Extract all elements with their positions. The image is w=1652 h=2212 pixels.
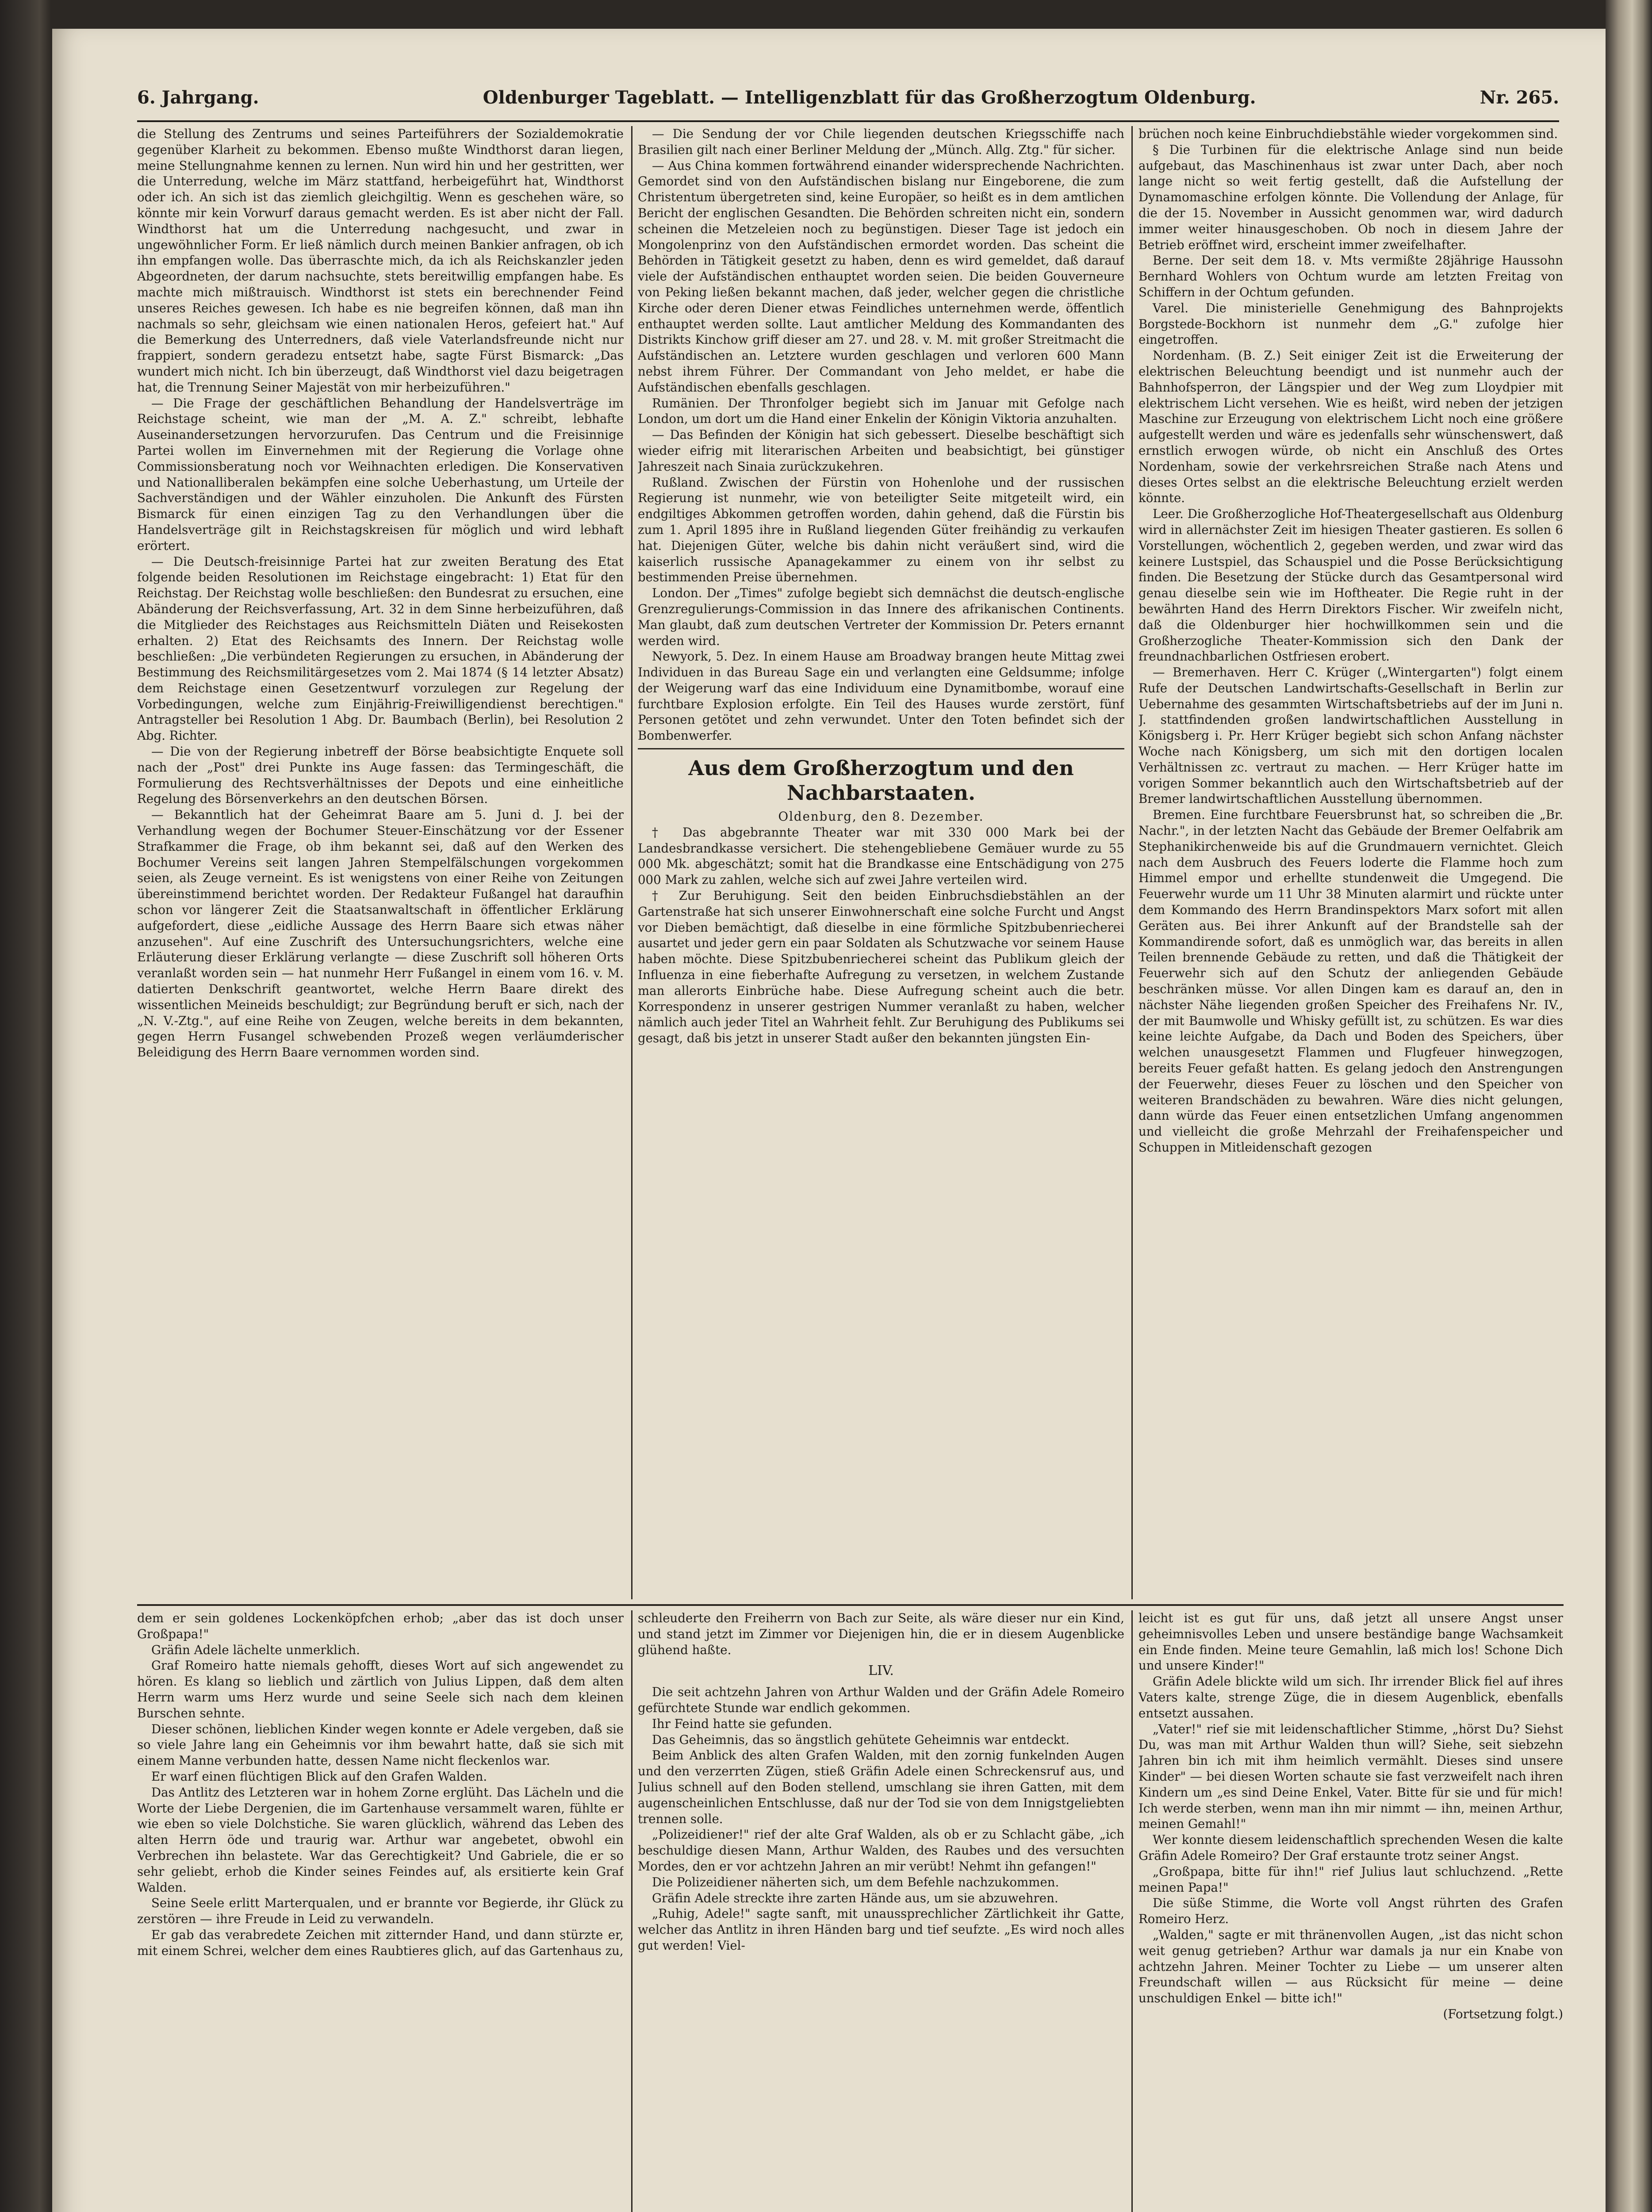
- header-issue-number: Nr. 265.: [1480, 87, 1559, 108]
- novel-paragraph: Wer konnte diesem leidenschaftlich sprechenden Wesen die kalte Gräfin Adele Romeiro? Der Graf erstaunte trotz seiner Angst.: [1138, 1832, 1563, 1863]
- novel-paragraph: Das Geheimnis, das so ängstlich gehütete Geheimnis war entdeckt.: [652, 1732, 1070, 1747]
- novel-paragraph: Die Polizeidiener näherten sich, um dem Befehle nachzukommen.: [652, 1874, 1059, 1889]
- novel-paragraph: Die seit achtzehn Jahren von Arthur Walden und der Gräfin Adele Romeiro gefürchtete Stunde war endlich gekommen.: [638, 1685, 1124, 1715]
- novel-paragraph: „Vater!" rief sie mit leidenschaftlicher Stimme, „hörst Du? Siehst Du, was man mit Arthur Walden thun will? Siehe, seit siebzehn Jahren bin ich mit ihm heimlich vermählt. Dieses sind unsere Kinder" — bei diesen Worten schaute sie fast verzweifelt nach ihren Kindern um „es sind Deine Enkel, Vater. Bitte für sie und für mich! Ich werde sterben, wenn man ihn mir nimmt — ihn, meinen Arthur, meinen Gemahl!": [1138, 1721, 1563, 1832]
- article-paragraph: — Die Deutsch-freisinnige Partei hat zur zweiten Beratung des Etat folgende beiden Resolutionen im Reichstage eingebracht: 1) Etat für den Reichstag. Der Reichstag wolle beschließen: den Bundesrat zu ersuchen, eine Abänderung der Reichsverfassung, Art. 32 in dem Sinne herbeizuführen, daß die Mitglieder des Reichstages aus Reichsmitteln Diäten und Reisekosten erhalten. 2) Etat des Reichsamts des Innern. Der Reichstag wolle beschließen: „Die verbündeten Regierungen zu ersuchen, in Abänderung der Bestimmung des Reichsmilitärgesetzes vom 2. Mai 1874 (§ 14 letzter Absatz) dem Reichstage einen Gesetzentwurf vorzulegen zur Regelung der Vorbedingungen, welche zum Einjährig-Freiwilligendienst berechtigen." Antragsteller bei Resolution 1 Abg. Dr. Baumbach (Berlin), bei Resolution 2 Abg. Richter.: [137, 554, 624, 743]
- article-paragraph: † Zur Beruhigung. Seit den beiden Einbruchsdiebstählen an der Gartenstraße hat sich unserer Einwohnerschaft eine solche Furcht und Angst vor Dieben bemächtigt, daß dieselbe in eine förmliche Spitzbubenriecherei ausartet und jeder gern ein paar Soldaten als Schutzwache vor seinem Hause haben möchte. Diese Spitzbubenriecherei scheint das Publikum gleich der Influenza in eine fieberhafte Aufregung zu versetzen, in welchem Zustande man allerorts Einbrüche habe. Diese Aufregung scheint auch die betr. Korrespondenz in unserer gestrigen Nummer veranlaßt zu haben, welcher nämlich auch jeder Titel an Wahrheit fehlt. Zur Beruhigung des Publikums sei gesagt, daß bis jetzt in unserer Stadt außer den bekannten jüngsten Ein-: [638, 888, 1124, 1046]
- article-paragraph: Rumänien. Der Thronfolger begiebt sich im Januar mit Gefolge nach London, um dort um die Hand einer Enkelin der Königin Viktoria anzuhalten.: [638, 396, 1124, 426]
- article-paragraph: — Aus China kommen fortwährend einander widersprechende Nachrichten. Gemordet sind von den Aufständischen bislang nur Eingeborene, die zum Christentum übergetreten sind, keine Europäer, so heißt es in dem amtlichen Bericht der englischen Gesandten. Die Behörden schreiten nicht ein, sondern scheinen die Metzeleien noch zu begünstigen. Dieser Tage ist jedoch ein Mongolenprinz von den Aufständischen ermordet worden. Das scheint die Behörden in Tätigkeit gesetzt zu haben, denn es wird gemeldet, daß darauf viele der Aufständischen enthauptet worden seien. Die beiden Gouverneure von Peking ließen bekannt machen, daß jeder, welcher gegen die christliche Kirche oder deren Diener etwas Feindliches unternehmen werde, öffentlich enthauptet werden sollte. Laut amtlicher Meldung des Kommandanten des Distrikts Kinchow griff dieser am 27. und 28. v. M. mit großer Streitmacht die Aufständischen an. Letztere wurden geschlagen und verloren 600 Mann nebst ihrem Führer. Der Commandant von Jeho meldet, er habe die Aufständischen ebenfalls geschlagen.: [638, 158, 1124, 395]
- column-rule: [1131, 126, 1133, 1599]
- article-paragraph: — Die Frage der geschäftlichen Behandlung der Handelsverträge im Reichstage scheint, wie man der „M. A. Z." schreibt, lebhafte Auseinandersetzungen hervorzurufen. Das Centrum und die Freisinnige Partei wollen im Einvernehmen mit der Regierung die Vorlage ohne Commissionsberatung noch vor Weihnachten erledigen. Die Konservativen und Nationalliberalen bekämpfen eine solche Ueberhastung, um Urteile der Sachverständigen und der Wähler einzuholen. Die Ankunft des Fürsten Bismarck für einen einzigen Tag zu den Verhandlungen über die Handelsverträge gilt in Reichstagskreisen für möglich und wird lebhaft erörtert.: [137, 396, 624, 553]
- novel-column-3: [1138, 1610, 1563, 2212]
- novel-paragraph: Beim Anblick des alten Grafen Walden, mit den zornig funkelnden Augen und den verzerrten Zügen, stieß Gräfin Adele einen Schreckensruf aus, und Julius schnell auf den Boden stellend, umschlang sie ihren Gatten, mit dem augenscheinlichen Entschlusse, daß nur der Tod sie von dem Innigstgeliebten trennen solle.: [638, 1748, 1124, 1826]
- article-paragraph: Newyork, 5. Dez. In einem Hause am Broadway brangen heute Mittag zwei Individuen in das Bureau Sage ein und verlangten eine Geldsumme; infolge der Weigerung warf das eine Individuum eine Dynamitbombe, worauf eine furchtbare Explosion erfolgte. Ein Teil des Hauses wurde zerstört, fünf Personen getötet und zehn verwundet. Unter den Toten befindet sich der Bombenwerfer.: [638, 649, 1124, 743]
- novel-paragraph: Das Antlitz des Letzteren war in hohem Zorne erglüht. Das Lächeln und die Worte der Liebe Dergenien, die im Gartenhause versammelt waren, fühlte er wie eben so viele Dolchstiche. Sie waren glücklich, während das Leben des alten Herrn öde und traurig war. Arthur war angebetet, obwohl ein Verbrechen ihn belastete. War das Gerechtigkeit? Und Gabriele, die er so sehr geliebt, erhob die Kinder seines Feindes auf, als ersitierte kein Graf Walden.: [137, 1785, 624, 1895]
- chapter-number: LIV.: [868, 1663, 894, 1679]
- novel-paragraph: Gräfin Adele lächelte unmerklich.: [151, 1642, 360, 1657]
- article-paragraph: — Die Sendung der vor Chile liegenden deutschen Kriegsschiffe nach Brasilien gilt nach einer Berliner Meldung der „Münch. Allg. Ztg." für sicher.: [638, 127, 1124, 157]
- column-rule: [631, 126, 632, 1599]
- article-paragraph: Nordenham. (B. Z.) Seit einiger Zeit ist die Erweiterung der elektrischen Beleuchtung beendigt und ist nunmehr auch der Bahnhofsperron, der Längspier und der Weg zum Lloydpier mit elektrischem Licht versehen. Wie es heißt, wird neben der jetzigen Maschine zur Erzeugung von elektrischem Licht noch eine größere aufgestellt werden und wäre es jedenfalls sehr wünschenswert, daß ernstlich erwogen würde, ob nicht ein Anschluß des Ortes Nordenham, sowie der verkehrsreichen Straße nach Atens und dieses Ortes selbst an die elektrische Beleuchtung erzielt werden könnte.: [1138, 348, 1563, 506]
- article-paragraph: Varel. Die ministerielle Genehmigung des Bahnprojekts Borgstede-Bockhorn ist nunmehr dem „G." zufolge hier eingetroffen.: [1138, 300, 1563, 347]
- news-column-1: [137, 126, 624, 1599]
- news-column-2-local: [638, 825, 1124, 1046]
- article-paragraph: brüchen noch keine Einbruchdiebstähle wieder vorgekommen sind.: [1138, 127, 1558, 141]
- article-paragraph: § Die Turbinen für die elektrische Anlage sind nun beide aufgebaut, das Maschinenhaus ist zwar unter Dach, aber noch lange nicht so weit fertig gestellt, daß die Aufstellung der Dynamomaschine erfolgen könnte. Die Vollendung der Anlage, für die der 15. November in Aussicht genommen war, wird dadurch immer weiter hinausgeschoben. Ob noch in diesem Jahre der Betrieb eröffnet wird, erscheint immer zweifelhafter.: [1138, 142, 1563, 252]
- novel-paragraph: „Großpapa, bitte für ihn!" rief Julius laut schluchzend. „Rette meinen Papa!": [1138, 1864, 1563, 1895]
- section-separator: [638, 748, 1124, 749]
- novel-paragraph: Gräfin Adele blickte wild um sich. Ihr irrender Blick fiel auf ihres Vaters kalte, strenge Züge, die in diesem Augenblick, ebenfalls entsetzt aussahen.: [1138, 1674, 1563, 1720]
- article-paragraph: Bremen. Eine furchtbare Feuersbrunst hat, so schreiben die „Br. Nachr.", in der letzten Nacht das Gebäude der Bremer Oelfabrik am Stephanikirchenweide bis auf die Grundmauern vernichtet. Gleich nach dem Ausbruch des Feuers loderte die Flamme hoch zum Himmel empor und erhellte stundenweit die Umgegend. Die Feuerwehr wurde um 11 Uhr 38 Minuten alarmirt und rückte unter dem Kommando des Herrn Brandinspektors Marx sofort mit allen Geräten aus. Bei ihrer Ankunft auf der Brandstelle sah der Kommandirende sofort, daß es unmöglich war, das bereits in allen Teilen brennende Gebäude zu retten, und daß die Thätigkeit der Feuerwehr sich auf den Schutz der anliegenden Gebäude beschränken müsse. Vor allen Dingen kam es darauf an, den in nächster Nähe liegenden großen Speicher des Freihafens Nr. IV., der mit Baumwolle und Whisky gefüllt ist, zu schützen. Es war dies keine leichte Aufgabe, da Dach und Boden des Speichers, über welchen unausgesetzt Flammen und Flugfeuer hinwegzogen, bereits Feuer gefaßt hatten. Es gelang jedoch den Anstrengungen der Feuerwehr, dieses Feuer zu löschen und den Speicher von weiteren Brandschäden zu bewahren. Wäre dies nicht gelungen, dann würde das Feuer einen entsetzlichen Umfang angenommen und vielleicht die große Mehrzahl der Freihafenspeicher und Schuppen in Mitleidenschaft gezogen: [1138, 807, 1563, 1155]
- novel-paragraph: dem er sein goldenes Lockenköpfchen erhob; „aber das ist doch unser Großpapa!": [137, 1611, 624, 1641]
- column-rule: [631, 1610, 632, 2212]
- article-paragraph: † Das abgebrannte Theater war mit 330 000 Mark bei der Landesbrandkasse versichert. Die stehengebliebene Gemäuer wurde zu 55 000 Mk. abgeschätzt; somit hat die Brandkasse eine Entschädigung von 275 000 Mark zu zahlen, welche sich auf zwei Jahre verteilen wird.: [638, 825, 1124, 887]
- novel-paragraph: Graf Romeiro hatte niemals gehofft, dieses Wort auf sich angewendet zu hören. Es klang so lieblich und zärtlich von Julius Lippen, daß dem alten Herrn warm ums Herz wurde und seine Seele sich nach dem kleinen Burschen sehnte.: [137, 1658, 624, 1720]
- novel-paragraph: leicht ist es gut für uns, daß jetzt all unsere Angst unser geheimnisvolles Leben und unsere beständige bange Wachsamkeit ein Ende finden. Meine teure Gemahlin, laß mich los! Schone Dich und unsere Kinder!": [1138, 1611, 1563, 1673]
- news-column-2-foreign: [638, 126, 1124, 744]
- article-paragraph: Leer. Die Großherzogliche Hof-Theatergesellschaft aus Oldenburg wird in allernächster Zeit im hiesigen Theater gastieren. Es sollen 6 Vorstellungen, wöchentlich 2, gegeben werden, und zwar wird das keinere Lustspiel, das Schauspiel und die Posse Berücksichtigung finden. Die Besetzung der Stücke durch das Gesamtpersonal wird genau dieselbe sein wie im Hoftheater. Die Regie ruht in der bewährten Hand des Herrn Direktors Fischer. Wir zweifeln nicht, daß die Oldenburger hier hochwillkommen sein und die Großherzogliche Theater-Kommission sich den Dank der freundnachbarlichen Ostfriesen erobert.: [1138, 507, 1563, 664]
- novel-paragraph: „Walden," sagte er mit thränenvollen Augen, „ist das nicht schon weit genug getrieben? Arthur war damals ja nur ein Knabe von achtzehn Jahren. Meiner Tochter zu Liebe — um unserer alten Freundschaft willen — aus Rücksicht für meine — deine unschuldigen Enkel — bitte ich!": [1138, 1927, 1563, 2006]
- novel-paragraph: Er gab das verabredete Zeichen mit zitternder Hand, und dann stürzte er, mit einem Schrei, welcher dem eines Raubtieres glich, auf das Gartenhaus zu,: [137, 1927, 624, 1958]
- novel-paragraph: „Polizeidiener!" rief der alte Graf Walden, als ob er zu Schlacht gäbe, „ich beschuldige diesen Mann, Arthur Walden, des Raubes und des versuchten Mordes, den er vor achtzehn Jahren an mir verübt! Nehmt ihn gefangen!": [638, 1827, 1124, 1874]
- novel-paragraph: Er warf einen flüchtigen Blick auf den Grafen Walden.: [151, 1769, 487, 1784]
- novel-paragraph: Seine Seele erlitt Marterqualen, und er brannte vor Begierde, ihr Glück zu zerstören — ihre Freude in Leid zu verwandeln.: [137, 1896, 624, 1927]
- article-paragraph: die Stellung des Zentrums und seines Parteiführers der Sozialdemokratie gegenüber Klarheit zu bekommen. Ebenso mußte Windthorst daran liegen, meine Stellungnahme kennen zu lernen. Nun wird hin und her gestritten, wer die Unterredung, welche im März stattfand, herbeigeführt hat, Windthorst oder ich. An sich ist das ziemlich gleichgiltig. Wenn es geschehen wäre, so könnte mir kein Vorwurf daraus gemacht werden. Es ist aber nicht der Fall. Windthorst hat um die Unterredung nachgesucht, und zwar in ungewöhnlicher Form. Er ließ nämlich durch meinen Bankier anfragen, ob ich ihn empfangen wolle. Das überraschte mich, da ich als Reichskanzler jeden Abgeordneten, der darum nachsuchte, stets bereitwillig empfangen habe. Es machte mich mißtrauisch. Windthorst ist stets ein berechnender Feind unseres Reiches gewesen. Ich habe es nie begreifen können, daß man ihn nachmals so sehr, gleichsam wie einen nationalen Heros, gefeiert hat." Auf die Bemerkung des Unterredners, daß viele Vaterlandsfreunde nicht nur frappiert, sondern geradezu entsetzt habe, sagte Fürst Bismarck: „Das wundert mich nicht. Ich bin überzeugt, daß Windthorst viel dazu beigetragen hat, die Trennung Seiner Majestät von mir herbeizuführen.": [137, 127, 624, 395]
- header-rule: [137, 120, 1559, 122]
- novel-column-1: [137, 1610, 624, 2212]
- header-volume: 6. Jahrgang.: [137, 87, 259, 108]
- page-header: [137, 84, 1559, 111]
- novel-paragraph: Die süße Stimme, die Worte voll Angst rührten des Grafen Romeiro Herz.: [1138, 1896, 1563, 1927]
- article-paragraph: Berne. Der seit dem 18. v. Mts vermißte 28jährige Haussohn Bernhard Wohlers von Ochtum wurde am letzten Freitag von Schiffern in der Ochtum gefunden.: [1138, 253, 1563, 300]
- article-paragraph: Rußland. Zwischen der Fürstin von Hohenlohe und der russischen Regierung ist nunmehr, wie von beteiligter Seite mitgeteilt wird, ein endgiltiges Abkommen getroffen worden, dahin gehend, daß die Fürstin bis zum 1. April 1895 ihre in Rußland liegenden Güter freihändig zu verkaufen hat. Diejenigen Güter, welche bis dahin nicht veräußert sind, wird die kaiserlich russische Apanagekammer zu einem von ihr selbst zu bestimmenden Preise übernehmen.: [638, 475, 1124, 585]
- news-column-3: [1138, 126, 1563, 1599]
- article-paragraph: — Die von der Regierung inbetreff der Börse beabsichtigte Enquete soll nach der „Post" drei Punkte ins Auge fassen: das Termingeschäft, die Formulierung des Rechtsverhältnisses der Depots und eine einheitliche Regelung des Börsenverkehrs an den deutschen Börsen.: [137, 744, 624, 806]
- header-masthead: Oldenburger Tageblatt. — Intelligenzblatt für das Großherzogtum Oldenburg.: [483, 87, 1256, 108]
- novel-paragraph: „Ruhig, Adele!" sagte sanft, mit unaussprechlicher Zärtlichkeit ihr Gatte, welcher das Antlitz in ihren Händen barg und tief seufzte. „Es wird noch alles gut werden! Viel-: [638, 1906, 1124, 1953]
- feuilleton-divider: [137, 1604, 1564, 1606]
- article-paragraph: London. Der „Times" zufolge begiebt sich demnächst die deutsch-englische Grenzregulierungs-Commission in das Innere des afrikanischen Continents. Man glaubt, daß zum deutschen Vertreter der Kommission Dr. Peters ernannt werden wird.: [638, 586, 1124, 648]
- page-edge: [1606, 0, 1652, 2212]
- dateline: Oldenburg, den 8. Dezember.: [778, 809, 984, 824]
- novel-paragraph: Dieser schönen, lieblichen Kinder wegen konnte er Adele vergeben, daß sie so viele Jahre lang ein Geheimnis vor ihm bewahrt hatte, daß sie sich mit einem Manne verbunden hatte, dessen Name nicht fleckenlos war.: [137, 1721, 624, 1768]
- novel-paragraph: Gräfin Adele streckte ihre zarten Hände aus, um sie abzuwehren.: [652, 1890, 1058, 1905]
- novel-paragraph: Ihr Feind hatte sie gefunden.: [652, 1716, 832, 1731]
- article-paragraph: — Das Befinden der Königin hat sich gebessert. Dieselbe beschäftigt sich wieder eifrig mit literarischen Arbeiten und beabsichtigt, bei günstiger Jahreszeit nach Sinaia zurückzukehren.: [638, 427, 1124, 474]
- column-rule: [1131, 1610, 1133, 2212]
- article-paragraph: — Bremerhaven. Herr C. Krüger („Wintergarten") folgt einem Rufe der Deutschen Landwirtschafts-Gesellschaft in Berlin zur Uebernahme des gesammten Wirtschaftsbetriebs auf der im Juni n. J. stattfindenden großen landwirtschaftlichen Ausstellung in Königsberg i. Pr. Herr Krüger begiebt sich schon Anfang nächster Woche nach Königsberg, um sich mit den dortigen localen Verhältnissen zc. vertraut zu machen. — Herr Krüger hatte im vorigen Sommer bekanntlich auch den Wirtschaftsbetrieb auf der Bremer landwirtschaftlichen Ausstellung übernommen.: [1138, 665, 1563, 806]
- novel-column-2: [638, 1610, 1124, 2212]
- article-paragraph: — Bekanntlich hat der Geheimrat Baare am 5. Juni d. J. bei der Verhandlung wegen der Bochumer Steuer-Einschätzung vor der Essener Strafkammer die Frage, ob ihm bekannt sei, daß auf den Werken des Bochumer Vereins seit langen Jahren Stempelfälschungen vorgekommen seien, als Zeuge verneint. Es ist wenigstens von einer Reihe von Zeitungen übereinstimmend berichtet worden. Der Redakteur Fußangel hat daraufhin schon vor längerer Zeit die Staatsanwaltschaft in öffentlicher Erklärung aufgefordert, diese „eidliche Aussage des Herrn Baare sich etwas näher anzusehen". Auf eine Zuschrift des Untersuchungsrichters, welche eine Erläuterung dieser Erklärung verlangte — diese Zuschrift soll höheren Orts veranlaßt worden sein — hat nunmehr Herr Fußangel in einem vom 16. v. M. datierten Denkschrift geantwortet, welche Herrn Baare direkt des wissentlichen Meineids beschuldigt; zur Begründung beruft er sich, nach der „N. V.-Ztg.", auf eine Reihe von Zeugen, welche bereits in dem bekannten, gegen Herrn Fusangel schwebenden Prozeß wegen verläumderischer Beleidigung des Herrn Baare vernommen worden sind.: [137, 807, 624, 1060]
- continuation-note: (Fortsetzung folgt.): [1443, 2006, 1563, 2021]
- section-title: Aus dem Großherzogtum und den Nachbarstaaten.: [688, 756, 1074, 805]
- news-column-2: [638, 126, 1124, 1599]
- novel-paragraph: schleuderte den Freiherrn von Bach zur Seite, als wäre dieser nur ein Kind, und stand jetzt im Zimmer vor Diejenigen hin, die er in diesem Augenblicke glühend haßte.: [638, 1611, 1124, 1657]
